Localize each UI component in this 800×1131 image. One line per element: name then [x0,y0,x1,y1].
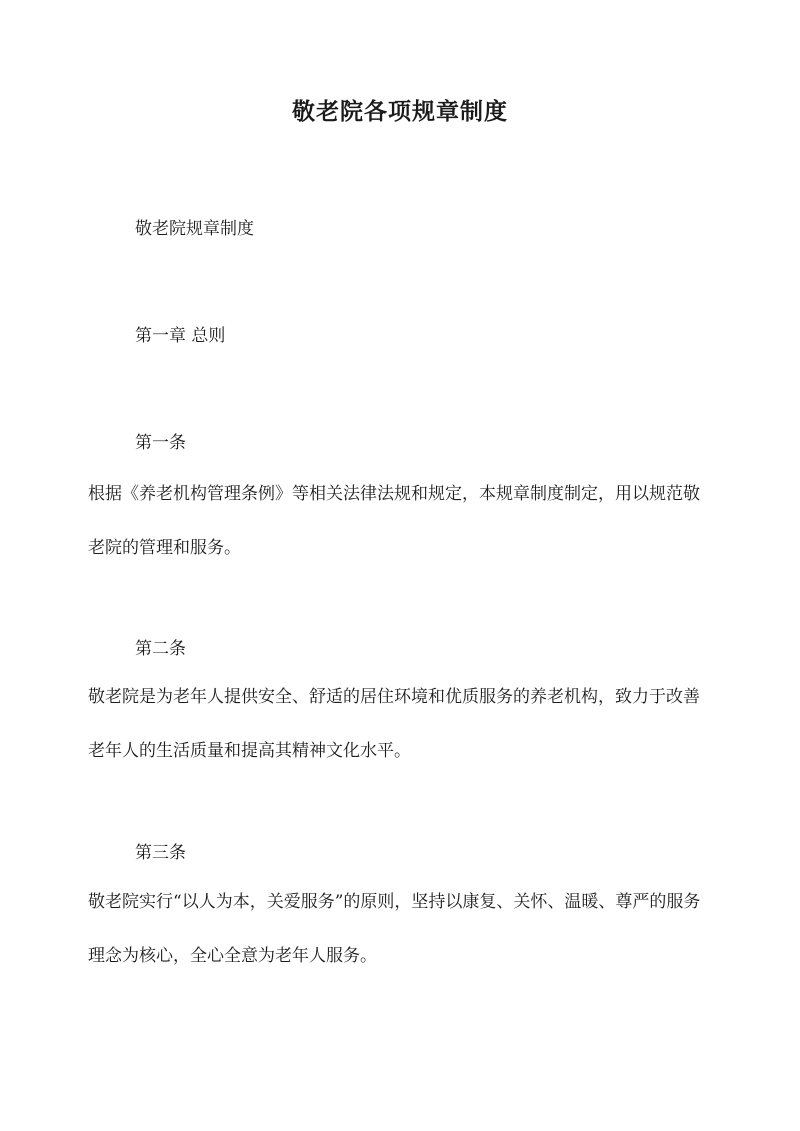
article-2-heading: 第二条 [135,639,186,659]
document-subtitle: 敬老院规章制度 [135,219,254,239]
article-1-text: 根据《养老机构管理条例》等相关法律法规和规定，本规章制度制定，用以规范敬老院的管理和服务。 [88,484,700,558]
article-1-heading: 第一条 [135,433,186,453]
article-3-heading: 第三条 [135,843,186,863]
document-title: 敬老院各项规章制度 [292,98,508,125]
article-2-text: 敬老院是为老年人提供安全、舒适的居住环境和优质服务的养老机构，致力于改善老年人的生活质量和提高其精神文化水平。 [88,687,700,761]
article-3-text: 敬老院实行“以人为本，关爱服务”的原则，坚持以康复、关怀、温暖、尊严的服务理念为核心，全心全意为老年人服务。 [88,892,701,966]
chapter-heading: 第一章 总则 [135,326,226,346]
